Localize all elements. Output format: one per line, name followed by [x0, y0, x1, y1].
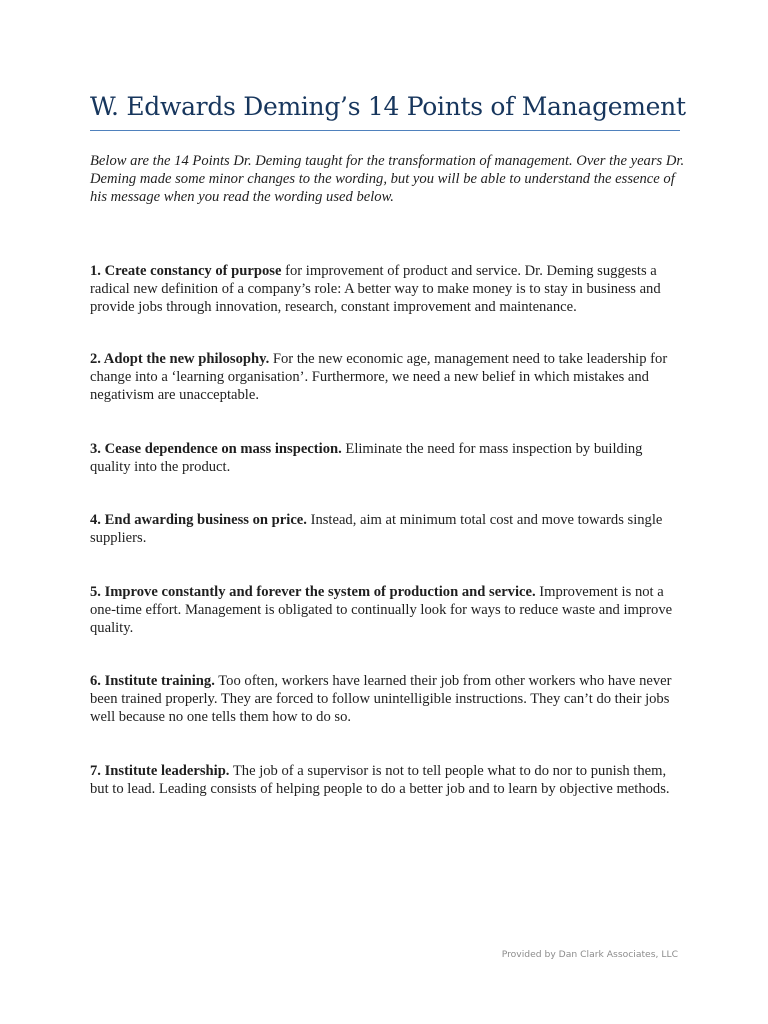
point-7: [90, 762, 686, 798]
point-6: [90, 672, 686, 727]
title-underline: [90, 130, 680, 131]
point-7-heading: 7. Institute leadership.: [90, 763, 230, 779]
point-5-text: Improvement is not a one-time effort. Management is obligated to continually look for ways to reduce waste and improve quality.: [90, 584, 673, 637]
point-4-text: Instead, aim at minimum total cost and move towards single suppliers.: [90, 512, 663, 547]
point-2-text: For the new economic age, management need to take leadership for change into a ‘learning organisation’. Furthermore, we need a new belief in which mistakes and negativism are unacceptable.: [90, 351, 668, 404]
point-1-heading: 1. Create constancy of purpose: [90, 263, 282, 279]
point-3: [90, 440, 686, 476]
point-1-text: for improvement of product and service. Dr. Deming suggests a radical new definition of a company’s role: A better way to make money is to stay in business and provide jobs through innovation, research, constant improvement and maintenance.: [90, 263, 661, 316]
point-6-text: Too often, workers have learned their job from other workers who have never been trained properly. They are forced to follow unintelligible instructions. They can’t do their jobs well because no one tells them how to do so.: [90, 673, 672, 726]
point-4-heading: 4. End awarding business on price.: [90, 512, 307, 528]
point-2-heading: 2. Adopt the new philosophy.: [90, 351, 270, 367]
point-5: [90, 583, 686, 638]
point-3-heading: 3. Cease dependence on mass inspection.: [90, 441, 342, 457]
footer-credit: Provided by Dan Clark Associates, LLC: [501, 949, 678, 960]
point-1: [90, 262, 686, 317]
point-3-text: Eliminate the need for mass inspection by building quality into the product.: [90, 441, 643, 476]
document-title: W. Edwards Deming’s 14 Points of Management: [90, 92, 686, 121]
point-5-heading: 5. Improve constantly and forever the system of production and service.: [90, 584, 536, 600]
intro-paragraph: Below are the 14 Points Dr. Deming taught for the transformation of management. Over the years Dr. Deming made some minor changes to the wording, but you will be able to understand the essence of his message when you read the wording used below.: [90, 153, 685, 206]
point-2: [90, 350, 686, 405]
point-6-heading: 6. Institute training.: [90, 673, 215, 689]
point-7-text: The job of a supervisor is not to tell people what to do nor to punish them, but to lead. Leading consists of helping people to do a better job and to learn by objective methods.: [90, 763, 670, 798]
point-4: [90, 511, 686, 547]
